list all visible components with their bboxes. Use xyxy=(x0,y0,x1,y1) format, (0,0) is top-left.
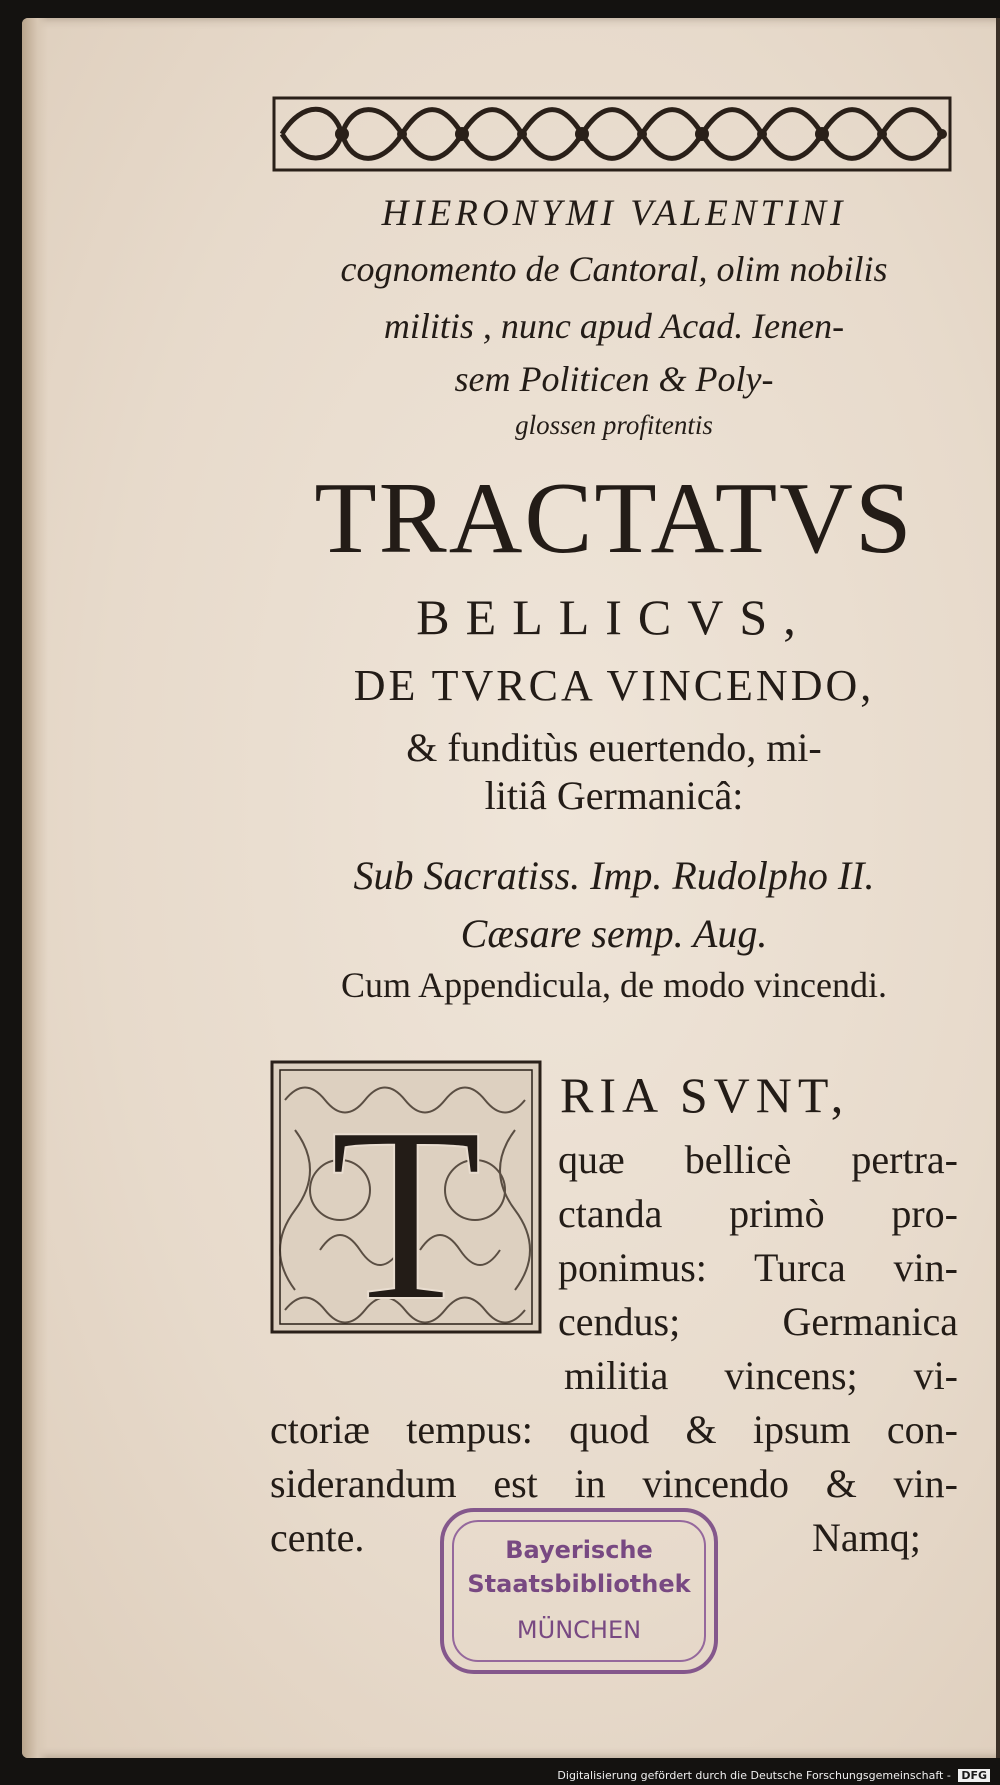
title-block xyxy=(270,0,958,1005)
stamp-line-3: MÜNCHEN xyxy=(516,1616,642,1644)
author-line-5: glossen profitentis xyxy=(515,410,713,440)
author-line-3: militis , nunc apud Acad. Ienen- xyxy=(383,306,845,346)
body-line-2: quæ bellicè pertra- xyxy=(558,1137,958,1182)
stamp-line-2: Staatsbibliothek xyxy=(467,1570,691,1598)
dedication-line-1: Sub Sacratiss. Imp. Rudolpho II. xyxy=(353,853,875,898)
author-name: HIERONYMI VALENTINI xyxy=(381,193,847,234)
subtitle-line-3: & funditùs euertendo, mi- xyxy=(406,725,822,770)
body-line-7: ctoriæ tempus: quod & ipsum con- xyxy=(270,1407,958,1452)
body-line-3: ctanda primò pro- xyxy=(558,1191,958,1236)
footer-text: Digitalisierung gefördert durch die Deutsche Forschungsgemeinschaft - xyxy=(557,1769,951,1782)
catchword: Namq; xyxy=(812,1515,921,1560)
author-line-2: cognomento de Cantoral, olim nobilis xyxy=(340,249,888,289)
digitization-footer xyxy=(557,1769,990,1782)
body-line-6: militia vincens; vi- xyxy=(564,1353,958,1398)
dfg-logo: DFG xyxy=(958,1769,990,1782)
body-line-8: siderandum est in vincendo & vin- xyxy=(270,1461,958,1506)
body-line-9: cente. xyxy=(270,1515,365,1560)
body-line-4: ponimus: Turca vin- xyxy=(558,1245,958,1290)
main-title: TRACTATVS xyxy=(314,462,914,575)
library-stamp xyxy=(440,1508,718,1674)
dedication-line-3: Cum Appendicula, de modo vincendi. xyxy=(341,965,887,1005)
page-spine-shadow xyxy=(22,18,48,1758)
subtitle: BELLICVS, xyxy=(416,589,812,645)
decorated-initial-letter xyxy=(270,1060,542,1334)
subtitle-line-2: DE TVRCA VINCENDO, xyxy=(353,661,875,710)
author-line-4: sem Politicen & Poly- xyxy=(454,359,774,399)
body-line-5: cendus; Germanica xyxy=(558,1299,958,1344)
stamp-line-1: Bayerische xyxy=(505,1536,653,1564)
dedication-line-2: Cæsare semp. Aug. xyxy=(460,911,768,956)
body-line-1: RIA SVNT, xyxy=(560,1067,850,1123)
initial-letter-text: T xyxy=(329,1076,483,1334)
page-edge xyxy=(996,18,1000,1758)
subtitle-line-4: litiâ Germanicâ: xyxy=(484,773,744,818)
